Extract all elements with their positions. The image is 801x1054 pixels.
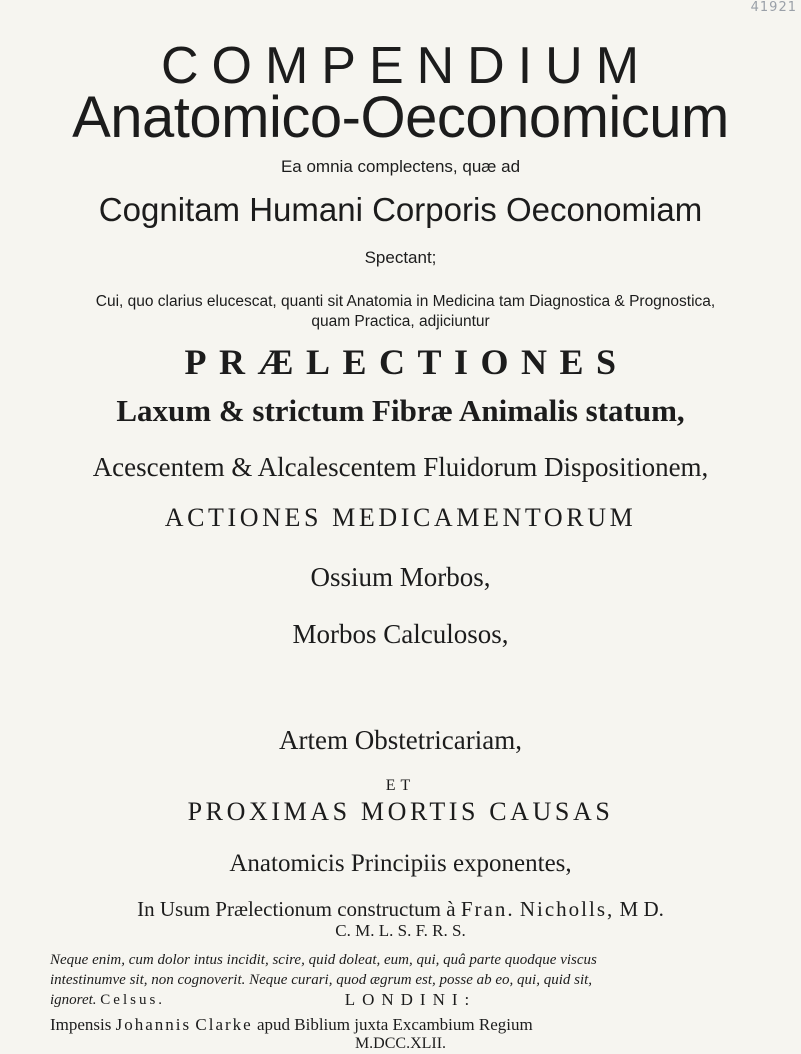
quote-end: ignoret. <box>50 992 97 1008</box>
line-artem: Artem Obstetricariam, <box>279 725 522 755</box>
line-morbos-calculosos: Morbos Calculosos, <box>292 619 509 649</box>
line-acescentem: Acescentem & Alcalescentem Fluidorum Dispositionem, <box>92 452 709 482</box>
quote-source: Celsus. <box>100 992 166 1008</box>
author-degree: M D. <box>619 897 664 921</box>
line-et: ET <box>385 777 416 794</box>
line-ossium: Ossium Morbos, <box>310 562 491 592</box>
author-last-name: Nicholls, <box>519 897 615 921</box>
author-line <box>0 896 801 922</box>
publisher-last-name: Clarke <box>195 1015 253 1034</box>
author-first-name: Fran. <box>460 897 515 921</box>
imprint-date: M.DCC.XLII. <box>354 1035 447 1052</box>
quote-line2: intestinumve sit, non cognoverit. Neque curari, quod ægrum est, posse ab eo, qui, quid sit, <box>50 972 593 988</box>
line-actiones: ACTIONES MEDICAMENTORUM <box>164 503 637 532</box>
publisher-first-name: Johannis <box>115 1015 192 1034</box>
author-prefix: In Usum Prælectionum constructum à <box>137 897 456 921</box>
line-proximas: PROXIMAS MORTIS CAUSAS <box>187 797 614 826</box>
subtitle-cui-line2: quam Practica, adjiciuntur <box>311 313 490 330</box>
heading-praelectiones: PRÆLECTIONES <box>184 342 629 382</box>
subtitle-cui-line1: Cui, quo clarius elucescat, quanti sit Anatomia in Medicina tam Diagnostica & Prognostica, <box>95 293 716 310</box>
title-compendium: COMPENDIUM <box>160 37 653 95</box>
imprint-location: apud Biblium juxta Excambium Regium <box>256 1015 533 1034</box>
author-credentials: C. M. L. S. F. R. S. <box>335 921 466 940</box>
imprint-city: LONDINI: <box>344 990 477 1009</box>
subtitle-spectant: Spectant; <box>364 248 437 267</box>
imprint-impensis: Impensis <box>50 1015 112 1034</box>
imprint-line <box>50 1014 770 1036</box>
library-shelfmark: 41921 <box>750 0 797 15</box>
subtitle-ea-omnia: Ea omnia complectens, quæ ad <box>280 157 521 176</box>
subtitle-cognitam: Cognitam Humani Corporis Oeconomiam <box>98 191 703 228</box>
line-anatomicis: Anatomicis Principiis exponentes, <box>229 850 572 877</box>
quote-line1: Neque enim, cum dolor intus incidit, scire, quid doleat, eum, qui, quâ parte quodque viscus <box>50 952 597 968</box>
line-laxum: Laxum & strictum Fibræ Animalis statum, <box>116 393 685 428</box>
title-anatomico-oeconomicum: Anatomico-Oeconomicum <box>72 85 729 150</box>
